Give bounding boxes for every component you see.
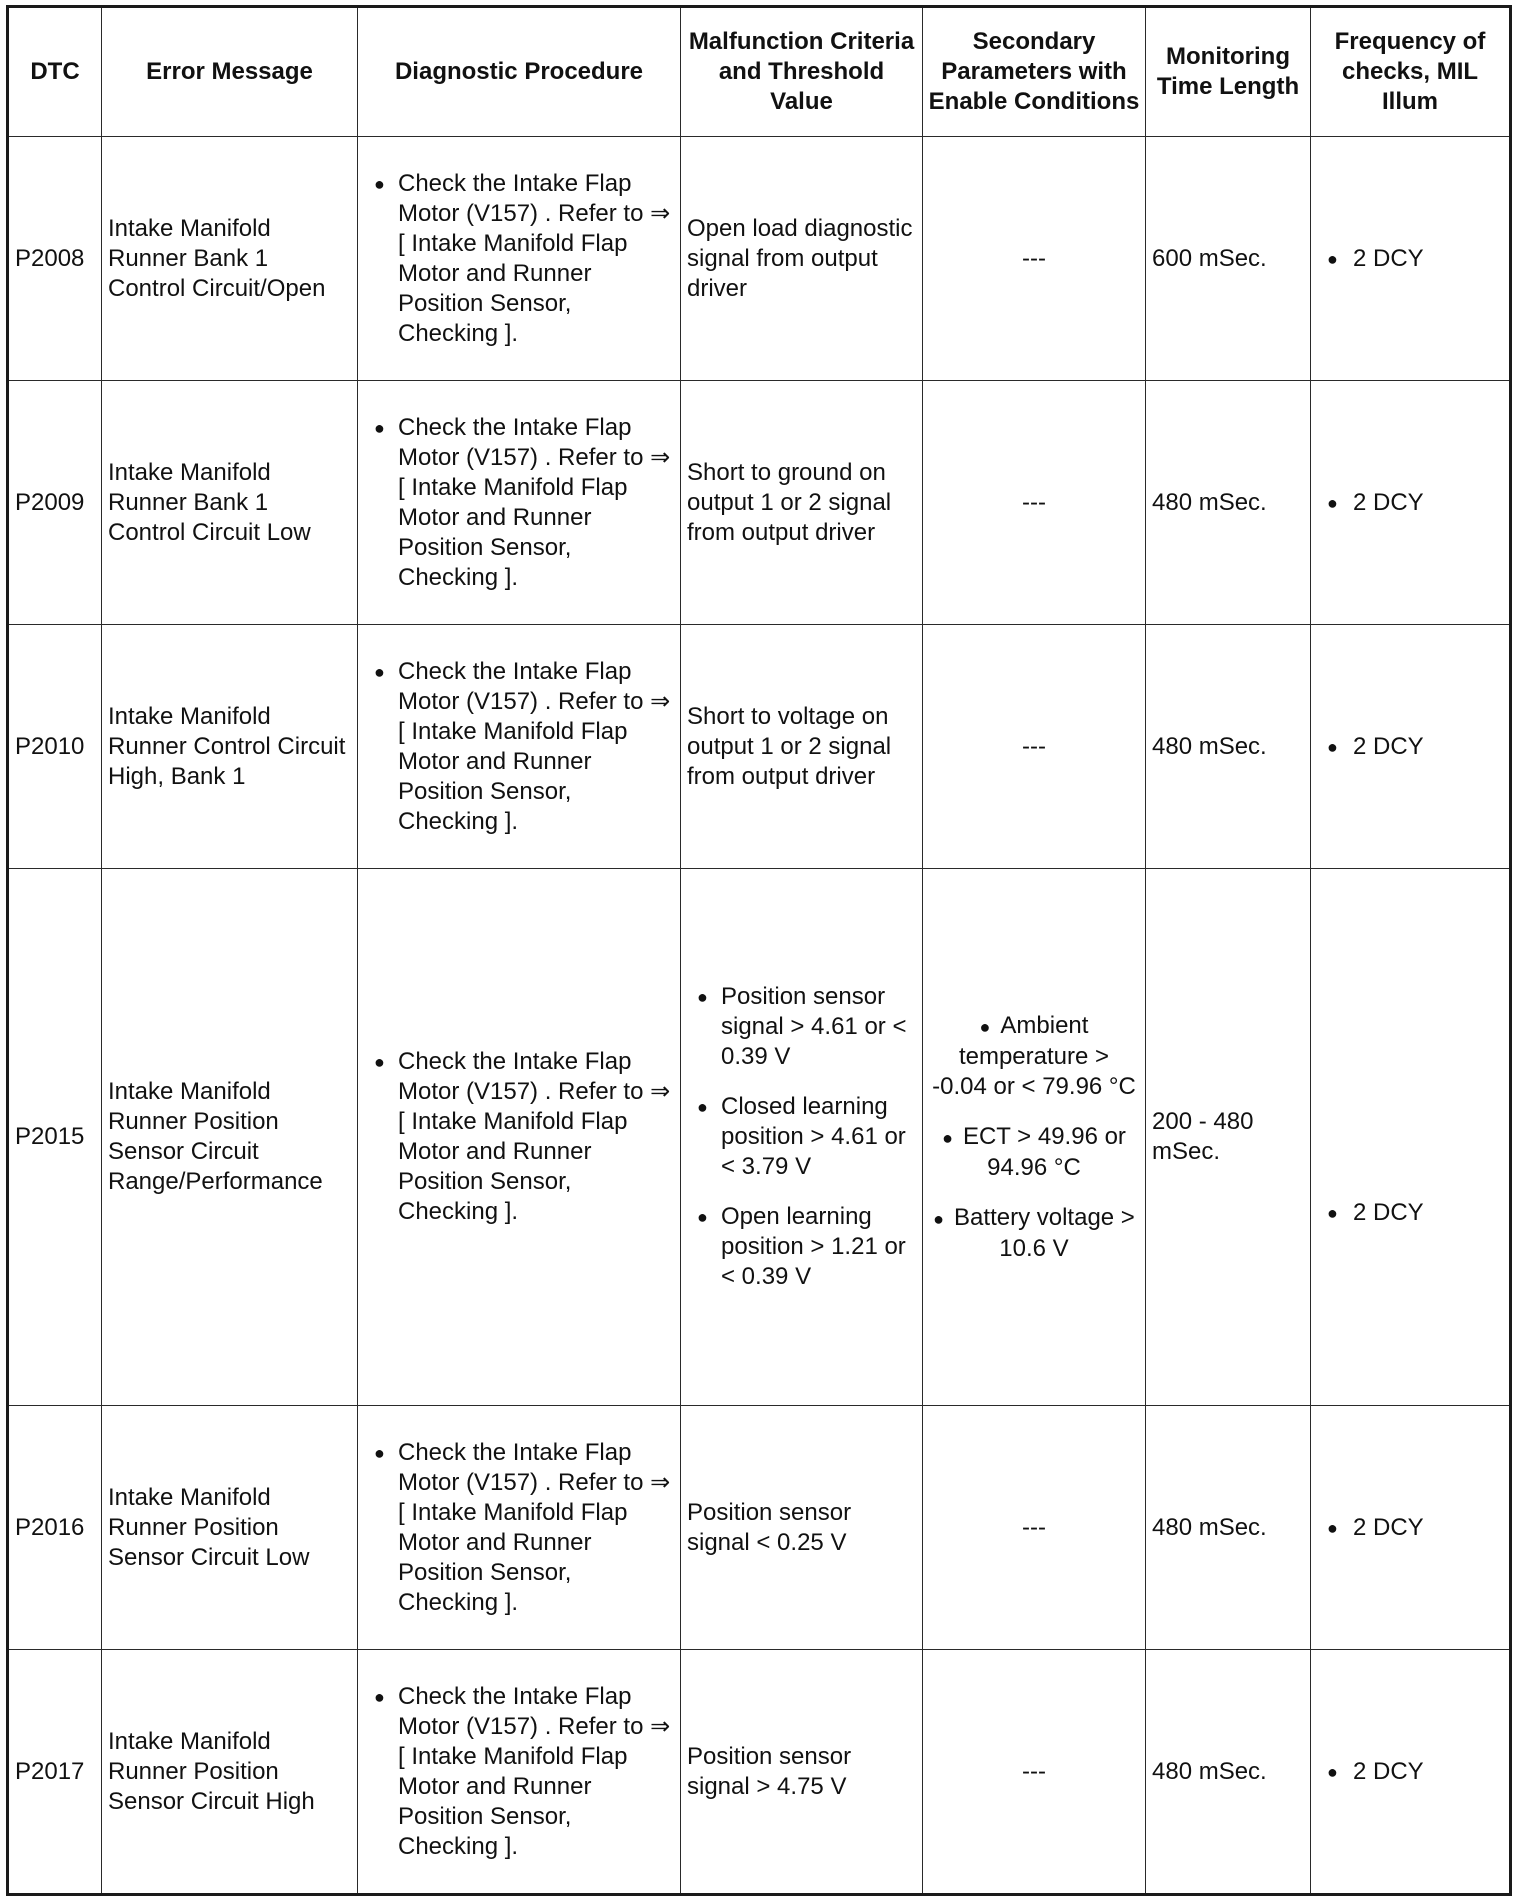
secondary-parameters: --- — [923, 1406, 1146, 1650]
bullet-icon: ● — [933, 1208, 945, 1229]
header-frequency: Frequency of checks, MIL Illum — [1311, 7, 1511, 137]
frequency — [1311, 869, 1511, 1406]
bullet-icon: ● — [979, 1016, 991, 1037]
table-row — [8, 869, 1511, 1406]
procedure-item: ● Check the Intake Flap Motor (V157) . Refer to ⇒ [ Intake Manifold Flap Motor and Runner Position Sensor, Checking ]. — [364, 413, 674, 593]
table-row — [8, 137, 1511, 381]
secondary-item — [929, 1011, 1139, 1102]
error-message: Intake Manifold Runner Control Circuit High, Bank 1 — [102, 625, 358, 869]
dtc-code: P2016 — [8, 1406, 102, 1650]
diagnostic-procedure — [358, 381, 681, 625]
secondary-item-text: Battery voltage > 10.6 V — [954, 1203, 1135, 1262]
dtc-code: P2015 — [8, 869, 102, 1406]
secondary-parameters: --- — [923, 137, 1146, 381]
frequency-item: ● 2 DCY — [1317, 244, 1503, 274]
monitoring-time: 480 mSec. — [1146, 1650, 1311, 1895]
error-message: Intake Manifold Runner Bank 1 Control Circuit Low — [102, 381, 358, 625]
diagnostic-procedure — [358, 1650, 681, 1895]
table-row — [8, 1650, 1511, 1895]
malfunction-criteria: Short to voltage on output 1 or 2 signal from output driver — [681, 625, 923, 869]
criteria-item: ● Position sensor signal > 4.61 or < 0.39 V — [687, 982, 916, 1072]
malfunction-criteria: Short to ground on output 1 or 2 signal from output driver — [681, 381, 923, 625]
error-message: Intake Manifold Runner Bank 1 Control Circuit/Open — [102, 137, 358, 381]
criteria-item: ● Open learning position > 1.21 or < 0.39 V — [687, 1202, 916, 1292]
error-message: Intake Manifold Runner Position Sensor Circuit Low — [102, 1406, 358, 1650]
frequency-item: ● 2 DCY — [1317, 1513, 1503, 1543]
diagnostic-procedure — [358, 137, 681, 381]
diagnostic-procedure — [358, 625, 681, 869]
header-monitoring-time: Monitoring Time Length — [1146, 7, 1311, 137]
dtc-code: P2010 — [8, 625, 102, 869]
header-malfunction-criteria: Malfunction Criteria and Threshold Value — [681, 7, 923, 137]
header-row — [8, 7, 1511, 137]
malfunction-criteria — [681, 869, 923, 1406]
malfunction-criteria: Open load diagnostic signal from output driver — [681, 137, 923, 381]
monitoring-time: 480 mSec. — [1146, 625, 1311, 869]
frequency — [1311, 381, 1511, 625]
bullet-icon: ● — [942, 1127, 953, 1148]
frequency — [1311, 625, 1511, 869]
monitoring-time: 480 mSec. — [1146, 381, 1311, 625]
diagnostic-procedure — [358, 869, 681, 1406]
monitoring-time: 200 - 480 mSec. — [1146, 869, 1311, 1406]
secondary-parameters: --- — [923, 381, 1146, 625]
frequency — [1311, 1406, 1511, 1650]
secondary-item — [929, 1203, 1139, 1264]
dtc-code: P2009 — [8, 381, 102, 625]
frequency — [1311, 137, 1511, 381]
frequency — [1311, 1650, 1511, 1895]
header-diagnostic-procedure: Diagnostic Procedure — [358, 7, 681, 137]
procedure-item: ● Check the Intake Flap Motor (V157) . Refer to ⇒ [ Intake Manifold Flap Motor and Runner Position Sensor, Checking ]. — [364, 657, 674, 837]
table-row — [8, 381, 1511, 625]
secondary-item-text: Ambient temperature > -0.04 or < 79.96 °C — [932, 1011, 1136, 1100]
malfunction-criteria: Position sensor signal < 0.25 V — [681, 1406, 923, 1650]
dtc-code: P2017 — [8, 1650, 102, 1895]
frequency-item: ● 2 DCY — [1317, 1198, 1503, 1228]
secondary-parameters: --- — [923, 1650, 1146, 1895]
error-message: Intake Manifold Runner Position Sensor Circuit Range/Performance — [102, 869, 358, 1406]
table-row — [8, 625, 1511, 869]
dtc-code: P2008 — [8, 137, 102, 381]
secondary-parameters — [923, 869, 1146, 1406]
diagnostic-procedure — [358, 1406, 681, 1650]
error-message: Intake Manifold Runner Position Sensor Circuit High — [102, 1650, 358, 1895]
secondary-parameters: --- — [923, 625, 1146, 869]
table-row — [8, 1406, 1511, 1650]
procedure-item: ● Check the Intake Flap Motor (V157) . Refer to ⇒ [ Intake Manifold Flap Motor and Runner Position Sensor, Checking ]. — [364, 1047, 674, 1227]
secondary-item-text: ECT > 49.96 or 94.96 °C — [962, 1122, 1126, 1181]
dtc-table — [6, 5, 1512, 1896]
monitoring-time: 480 mSec. — [1146, 1406, 1311, 1650]
frequency-item: ● 2 DCY — [1317, 1757, 1503, 1787]
header-secondary-parameters: Secondary Parameters with Enable Conditions — [923, 7, 1146, 137]
procedure-item: ● Check the Intake Flap Motor (V157) . Refer to ⇒ [ Intake Manifold Flap Motor and Runner Position Sensor, Checking ]. — [364, 1438, 674, 1618]
secondary-item — [929, 1122, 1139, 1183]
header-dtc: DTC — [8, 7, 102, 137]
monitoring-time: 600 mSec. — [1146, 137, 1311, 381]
header-error-message: Error Message — [102, 7, 358, 137]
frequency-item: ● 2 DCY — [1317, 732, 1503, 762]
malfunction-criteria: Position sensor signal > 4.75 V — [681, 1650, 923, 1895]
procedure-item: ● Check the Intake Flap Motor (V157) . Refer to ⇒ [ Intake Manifold Flap Motor and Runner Position Sensor, Checking ]. — [364, 169, 674, 349]
frequency-item: ● 2 DCY — [1317, 488, 1503, 518]
criteria-item: ● Closed learning position > 4.61 or < 3.79 V — [687, 1092, 916, 1182]
procedure-item: ● Check the Intake Flap Motor (V157) . Refer to ⇒ [ Intake Manifold Flap Motor and Runner Position Sensor, Checking ]. — [364, 1682, 674, 1862]
